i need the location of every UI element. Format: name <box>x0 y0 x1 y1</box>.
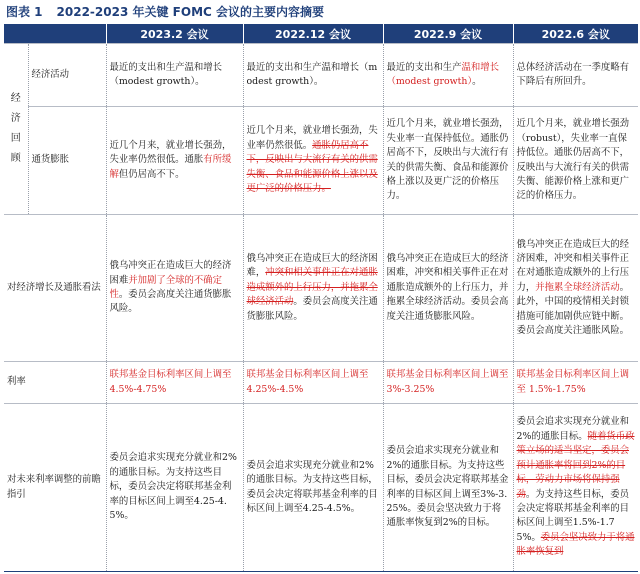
row-forward-guidance <box>4 404 638 572</box>
header-2022-9: 2022.9 会议 <box>383 24 513 44</box>
header-2023-2: 2023.2 会议 <box>106 24 243 44</box>
row-label-inflation: 通货膨胀 <box>28 107 106 215</box>
cell-growth-2022-6: 俄乌冲突正在造成巨大的经济困难，冲突和相关事件正在对通胀造成额外的上行压力，并拖累全球经济活动。此外，中国的疫情相关封锁措施可能加剧供应链中断。委员会高度关注通胀风险。 <box>513 215 638 362</box>
cell-inflation-2023-2: 近几个月来，就业增长强劲，失业率仍然很低。通胀有所缓解但仍居高不下。 <box>106 107 243 215</box>
row-label-growth-inflation: 对经济增长及通胀看法 <box>4 215 106 362</box>
cell-guidance-2022-6: 委员会追求实现充分就业和2%的通胀目标。随着货币政策立场的适当坚定，委员会预计通胀率将回到2%的目标，劳动力市场将保持强劲。为支持这些目标，委员会决定将联邦基金利率的目标区间上调至1.5%-1.75%。委员会坚决致力于将通胀率恢复到 <box>513 404 638 572</box>
economic-review-label: 经 济 回 顾 <box>4 44 28 215</box>
cell-rate-2022-9: 联邦基金目标利率区间上调至 3%-3.25% <box>383 362 513 404</box>
cell-rate-2023-2: 联邦基金目标利率区间上调至 4.5%-4.75% <box>106 362 243 404</box>
cell-activity-2023-2: 最近的支出和生产温和增长（modest growth）。 <box>106 44 243 107</box>
row-growth-inflation-view <box>4 215 638 362</box>
header-row <box>4 24 638 44</box>
header-corner <box>4 24 106 44</box>
row-label-activity: 经济活动 <box>28 44 106 107</box>
figure-caption <box>6 3 324 21</box>
cell-activity-2022-6: 总体经济活动在一季度略有下降后有所回升。 <box>513 44 638 107</box>
header-2022-12: 2022.12 会议 <box>243 24 383 44</box>
cell-growth-2023-2: 俄乌冲突正在造成巨大的经济困难并加剧了全球的不确定性。委员会高度关注通货膨胀风险。 <box>106 215 243 362</box>
cell-inflation-2022-12: 近几个月来，就业增长强劲，失业率仍然很低。通胀仍居高不下，反映出与大流行有关的供需失衡、食品和能源价格上涨以及更广泛的价格压力。 <box>243 107 383 215</box>
fomc-summary-table <box>4 24 638 572</box>
figure-number: 图表 1 <box>6 5 43 19</box>
cell-guidance-2023-2: 委员会追求实现充分就业和2%的通胀目标。为支持这些目标，委员会决定将联邦基金利率的目标区间上调至4.25-4.5%。 <box>106 404 243 572</box>
cell-growth-2022-9: 俄乌冲突正在造成巨大的经济困难，冲突和相关事件正在对通胀造成额外的上行压力，并拖累全球经济活动。委员会高度关注通货膨胀风险。 <box>383 215 513 362</box>
cell-rate-2022-12: 联邦基金目标利率区间上调至 4.25%-4.5% <box>243 362 383 404</box>
row-label-rate: 利率 <box>4 362 106 404</box>
cell-activity-2022-9: 最近的支出和生产温和增长（modest growth）。 <box>383 44 513 107</box>
row-label-guidance: 对未来利率调整的前瞻指引 <box>4 404 106 572</box>
cell-guidance-2022-9: 委员会追求实现充分就业和2%的通胀目标。为支持这些目标，委员会决定将联邦基金利率的目标区间上调至3%-3.25%。委员会坚决致力于将通胀率恢复到2%的目标。 <box>383 404 513 572</box>
cell-inflation-2022-9: 近几个月来，就业增长强劲，失业率一直保持低位。通胀仍居高不下，反映出与大流行有关的供需失衡、食品和能源价格上涨以及更广泛的价格压力。 <box>383 107 513 215</box>
cell-inflation-2022-6: 近几个月来，就业增长强劲（robust），失业率一直保持低位。通胀仍居高不下，反映出与大流行有关的供需失衡、能源价格上涨和更广泛的价格压力。 <box>513 107 638 215</box>
cell-activity-2022-12: 最近的支出和生产温和增长（modest growth）。 <box>243 44 383 107</box>
figure-title: 2022-2023 年关键 FOMC 会议的主要内容摘要 <box>56 5 324 19</box>
cell-guidance-2022-12: 委员会追求实现充分就业和2%的通胀目标。为支持这些目标，委员会决定将联邦基金利率的目标区间上调至4.25-4.5%。 <box>243 404 383 572</box>
row-inflation <box>4 107 638 215</box>
cell-growth-2022-12: 俄乌冲突正在造成巨大的经济困难，冲突和相关事件正在对通胀造成额外的上行压力，并拖累全球经济活动。委员会高度关注通货膨胀风险。 <box>243 215 383 362</box>
row-economic-activity <box>4 44 638 107</box>
header-2022-6: 2022.6 会议 <box>513 24 638 44</box>
row-interest-rate <box>4 362 638 404</box>
cell-rate-2022-6: 联邦基金目标利率区间上调至 1.5%-1.75% <box>513 362 638 404</box>
